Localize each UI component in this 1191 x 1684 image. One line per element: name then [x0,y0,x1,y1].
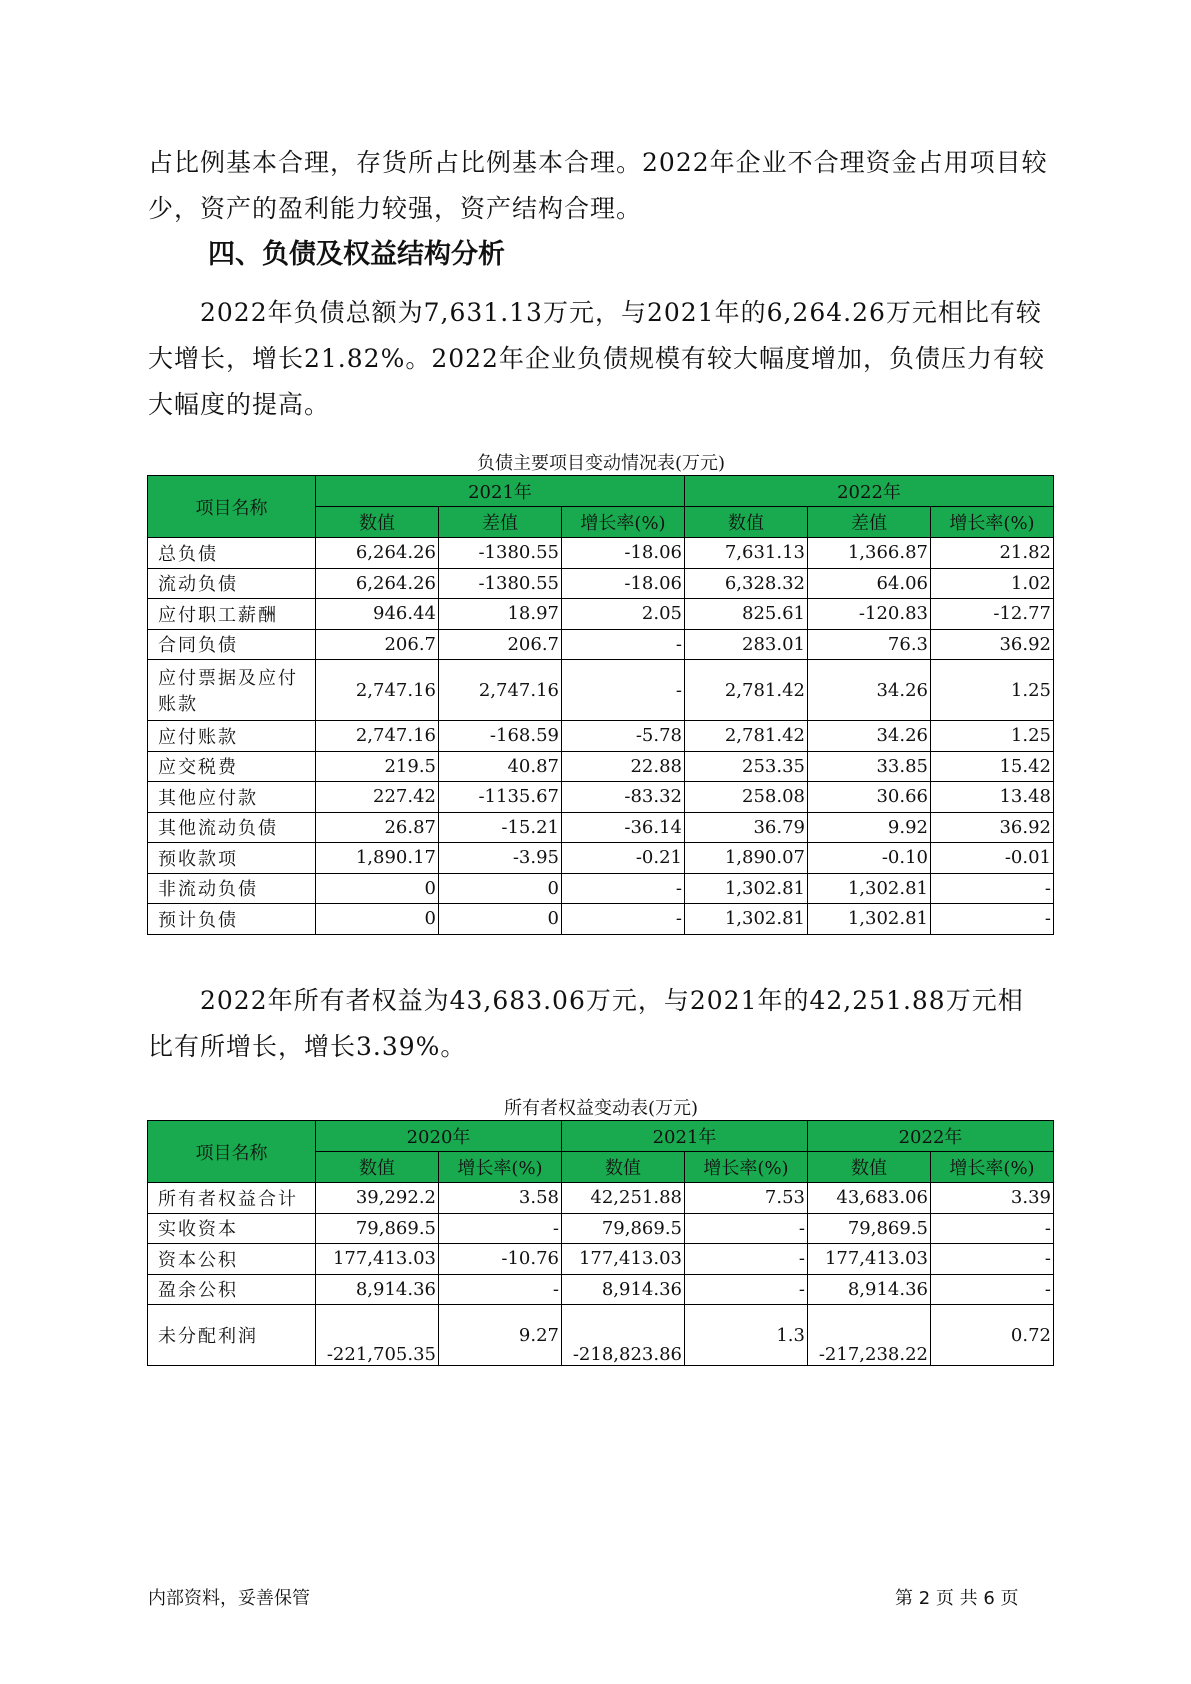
table-cell: 64.06 [808,568,931,599]
table-cell: 2,747.16 [316,721,439,752]
row-label: 非流动负债 [148,873,316,904]
table-cell: -218,823.86 [562,1305,685,1366]
table-cell: 76.3 [808,629,931,660]
table-cell: - [931,1213,1054,1244]
table-row [148,538,1054,569]
table-row [148,721,1054,752]
table-cell: -18.06 [562,568,685,599]
row-label: 应付票据及应付账款 [148,660,316,721]
table-cell: - [931,904,1054,935]
table-row [148,599,1054,630]
table-cell: - [439,1213,562,1244]
table-cell: 26.87 [316,812,439,843]
table-cell: 825.61 [685,599,808,630]
table-cell: - [562,660,685,721]
table-cell: 18.97 [439,599,562,630]
table-cell: -0.21 [562,843,685,874]
table-cell: 258.08 [685,782,808,813]
table-cell: 219.5 [316,751,439,782]
table-cell: 15.42 [931,751,1054,782]
table-cell: 9.92 [808,812,931,843]
table-cell: 253.35 [685,751,808,782]
table-cell: 22.88 [562,751,685,782]
table-cell: -168.59 [439,721,562,752]
table-cell: 9.27 [439,1305,562,1366]
table-cell: 1,302.81 [685,873,808,904]
row-label: 应交税费 [148,751,316,782]
table-cell: 2,747.16 [439,660,562,721]
table-row [148,904,1054,935]
row-label: 流动负债 [148,568,316,599]
row-label: 总负债 [148,538,316,569]
table-cell: 3.58 [439,1183,562,1214]
table-cell: 7.53 [685,1183,808,1214]
row-label: 应付职工薪酬 [148,599,316,630]
table-cell: -5.78 [562,721,685,752]
table-cell: -120.83 [808,599,931,630]
table-cell: 1.25 [931,660,1054,721]
table-cell: 42,251.88 [562,1183,685,1214]
table-cell: 79,869.5 [316,1213,439,1244]
table-cell: 1,890.07 [685,843,808,874]
table-cell: 1,890.17 [316,843,439,874]
table-cell: -217,238.22 [808,1305,931,1366]
table-cell: -1380.55 [439,538,562,569]
table-row [148,1213,1054,1244]
table-row [148,1274,1054,1305]
table-cell: 8,914.36 [316,1274,439,1305]
table-row [148,873,1054,904]
row-label: 应付账款 [148,721,316,752]
equity-subheader: 数值 [808,1152,931,1183]
table-cell: 2,747.16 [316,660,439,721]
table-cell: 1,302.81 [808,904,931,935]
table-cell: -221,705.35 [316,1305,439,1366]
liabilities-subheader: 差值 [808,507,931,538]
table-cell: 40.87 [439,751,562,782]
equity-table-caption: 所有者权益变动表(万元) [503,1098,699,1119]
table-cell: 1.25 [931,721,1054,752]
table-cell: - [562,904,685,935]
table-cell: 43,683.06 [808,1183,931,1214]
liabilities-subheader: 差值 [439,507,562,538]
row-label: 实收资本 [148,1213,316,1244]
table-cell: -15.21 [439,812,562,843]
row-label: 预计负债 [148,904,316,935]
table-cell: 206.7 [316,629,439,660]
equity-header-year-2021: 2021年 [562,1121,808,1152]
table-cell: 79,869.5 [562,1213,685,1244]
table-cell: 8,914.36 [808,1274,931,1305]
table-cell: -36.14 [562,812,685,843]
table-row [148,1183,1054,1214]
table-cell: 7,631.13 [685,538,808,569]
table-cell: 1.02 [931,568,1054,599]
table-cell: - [685,1213,808,1244]
table-row [148,812,1054,843]
table-cell: 1.3 [685,1305,808,1366]
table-cell: -18.06 [562,538,685,569]
liabilities-header-year-2022: 2022年 [685,476,1054,507]
row-label: 资本公积 [148,1244,316,1275]
row-label: 合同负债 [148,629,316,660]
table-row [148,751,1054,782]
table-cell: -83.32 [562,782,685,813]
table-cell: -3.95 [439,843,562,874]
table-cell: 79,869.5 [808,1213,931,1244]
table-cell: - [685,1244,808,1275]
table-cell: -0.01 [931,843,1054,874]
table-row [148,568,1054,599]
table-cell: 6,264.26 [316,538,439,569]
table-cell: 13.48 [931,782,1054,813]
table-cell: -1135.67 [439,782,562,813]
equity-header-item-name: 项目名称 [148,1121,316,1183]
equity-subheader: 增长率(%) [439,1152,562,1183]
table-cell: 283.01 [685,629,808,660]
equity-header-year-2022: 2022年 [808,1121,1054,1152]
table-cell: 0 [316,904,439,935]
table-row [148,660,1054,721]
section-heading: 四、负债及权益结构分析 [208,239,505,270]
table-row [148,629,1054,660]
liabilities-table-caption: 负债主要项目变动情况表(万元) [476,453,726,474]
liabilities-subheader: 增长率(%) [562,507,685,538]
table-cell: - [931,873,1054,904]
footer-confidential-note: 内部资料，妥善保管 [148,1588,310,1609]
liabilities-table [147,475,1054,935]
equity-subheader: 数值 [316,1152,439,1183]
table-cell: 177,413.03 [316,1244,439,1275]
table-cell: 36.92 [931,812,1054,843]
table-cell: 1,366.87 [808,538,931,569]
table-cell: 177,413.03 [562,1244,685,1275]
table-cell: - [439,1274,562,1305]
table-cell: - [562,873,685,904]
liabilities-paragraph: 2022年负债总额为7,631.13万元，与2021年的6,264.26万元相比有较大增长，增长21.82%。2022年企业负债规模有较大幅度增加，负债压力有较大幅度的提高。 [148,298,1045,419]
row-label: 其他应付款 [148,782,316,813]
table-cell: 0 [439,873,562,904]
equity-header-year-2020: 2020年 [316,1121,562,1152]
table-row [148,1244,1054,1275]
table-cell: 946.44 [316,599,439,630]
liabilities-subheader: 数值 [316,507,439,538]
table-cell: 206.7 [439,629,562,660]
table-cell: 3.39 [931,1183,1054,1214]
row-label: 所有者权益合计 [148,1183,316,1214]
row-label: 未分配利润 [148,1305,316,1366]
row-label: 预收款项 [148,843,316,874]
table-cell: 0 [439,904,562,935]
table-cell: 8,914.36 [562,1274,685,1305]
table-cell: 34.26 [808,721,931,752]
table-cell: 36.92 [931,629,1054,660]
table-cell: -1380.55 [439,568,562,599]
table-cell: 0.72 [931,1305,1054,1366]
table-cell: 39,292.2 [316,1183,439,1214]
table-cell: - [931,1274,1054,1305]
equity-subheader: 增长率(%) [931,1152,1054,1183]
table-cell: 36.79 [685,812,808,843]
table-cell: 6,328.32 [685,568,808,599]
liabilities-subheader: 数值 [685,507,808,538]
table-cell: 227.42 [316,782,439,813]
table-cell: 30.66 [808,782,931,813]
equity-subheader: 数值 [562,1152,685,1183]
intro-paragraph: 占比例基本合理，存货所占比例基本合理。2022年企业不合理资金占用项目较少，资产的盈利能力较强，资产结构合理。 [148,148,1048,223]
row-label: 盈余公积 [148,1274,316,1305]
table-cell: - [685,1274,808,1305]
equity-paragraph: 2022年所有者权益为43,683.06万元，与2021年的42,251.88万元相比有所增长，增长3.39%。 [148,986,1024,1061]
row-label: 其他流动负债 [148,812,316,843]
table-cell: 1,302.81 [808,873,931,904]
table-cell: 21.82 [931,538,1054,569]
table-row [148,1305,1054,1366]
table-cell: 2,781.42 [685,721,808,752]
table-cell: 2.05 [562,599,685,630]
equity-table [147,1120,1054,1366]
table-cell: -10.76 [439,1244,562,1275]
footer-page-number: 第 2 页 共 6 页 [895,1588,1019,1609]
liabilities-subheader: 增长率(%) [931,507,1054,538]
table-cell: 1,302.81 [685,904,808,935]
table-row [148,843,1054,874]
table-cell: -12.77 [931,599,1054,630]
liabilities-header-item-name: 项目名称 [148,476,316,538]
table-cell: 177,413.03 [808,1244,931,1275]
table-cell: -0.10 [808,843,931,874]
table-cell: 0 [316,873,439,904]
table-cell: 34.26 [808,660,931,721]
liabilities-header-year-2021: 2021年 [316,476,685,507]
table-cell: 6,264.26 [316,568,439,599]
table-cell: 33.85 [808,751,931,782]
table-row [148,782,1054,813]
table-cell: - [562,629,685,660]
equity-subheader: 增长率(%) [685,1152,808,1183]
table-cell: - [931,1244,1054,1275]
table-cell: 2,781.42 [685,660,808,721]
